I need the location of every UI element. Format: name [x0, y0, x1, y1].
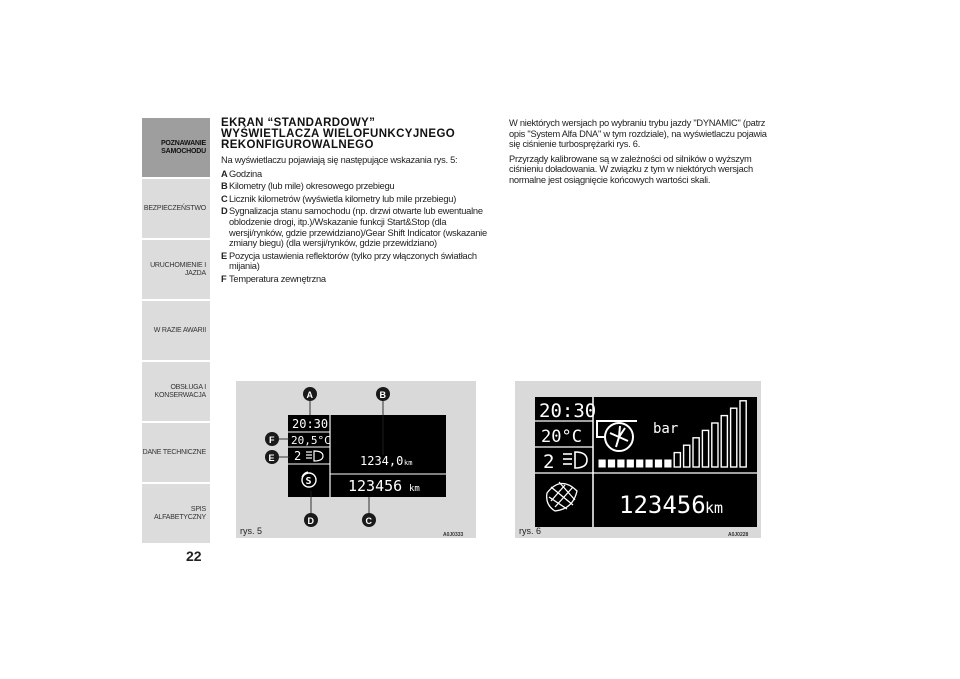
boost-segment	[618, 460, 624, 467]
svg-text:E: E	[268, 453, 275, 463]
figure-5-code: A0J0333	[443, 532, 464, 538]
legend-text: Kilometry (lub mile) okresowego przebiegu	[229, 181, 395, 192]
callout-d	[304, 513, 318, 527]
legend-text: Sygnalizacja stanu samochodu (np. drzwi otwarte lub ewentualne oblodzenie drogi, itp.)/Wskazanie funkcji Start&Stop (dla wersji/rynków, gdzie przewidziano)/Gear Shift Indicator (wskazanie zmiany biegu) (dla wersji/rynków, gdzie przewidziano)	[229, 206, 487, 249]
legend-text: Temperatura zewnętrzna	[229, 273, 326, 284]
legend-item	[221, 274, 496, 285]
left-column	[221, 118, 496, 287]
chapter-tabs	[142, 118, 210, 545]
lcd-headlight-level: 2	[294, 449, 302, 463]
boost-segment	[655, 460, 661, 467]
lcd-odometer: 123456	[619, 491, 706, 519]
lcd-trip-unit: km	[404, 459, 413, 467]
lcd-odometer-unit: km	[409, 484, 420, 494]
svg-text:A: A	[306, 390, 313, 400]
paragraph: W niektórych wersjach po wybraniu trybu jazdy "DYNAMIC" (patrz opis "System Alfa DNA" w tym rozdziale), na wyświetlaczu pojawia się ciśnienie turbosprężarki rys. 6.	[509, 118, 767, 150]
callout-a	[303, 387, 317, 401]
lcd-headlight-level: 2	[543, 451, 555, 473]
boost-segment	[637, 460, 643, 467]
tab-uruchomienie-i-jazda[interactable]: URUCHOMIENIE I JAZDA	[142, 240, 210, 299]
section-title-line: WYŚWIETLACZA WIELOFUNKCYJNEGO	[221, 128, 456, 140]
legend-letter: A	[221, 168, 228, 179]
figure-6	[515, 381, 761, 538]
legend-list	[221, 169, 496, 285]
legend-item	[221, 251, 496, 272]
status-symbol: S	[305, 476, 312, 487]
lcd-temperature: 20°C	[541, 427, 582, 447]
tab-obsluga-i-konserwacja[interactable]: OBSŁUGA I KONSERWACJA	[142, 362, 210, 421]
boost-segment	[646, 460, 652, 467]
paragraph: Przyrządy kalibrowane są w zależności od silników o wyższym ciśnieniu doładowania. W związku z tym w niektórych wersjach normalne jest osiągnięcie końcowych wartości skali.	[509, 153, 753, 185]
figure-6-illustration	[515, 381, 761, 538]
tab-dane-techniczne[interactable]: DANE TECHNICZNE	[142, 423, 210, 482]
svg-text:D: D	[307, 516, 314, 526]
legend-letter: F	[221, 273, 227, 284]
tab-poznawanie-samochodu[interactable]: POZNAWANIE SAMOCHODU	[142, 118, 210, 177]
lcd-time: 20:30	[539, 400, 597, 422]
legend-item	[221, 181, 496, 192]
lcd-odometer-unit: km	[705, 499, 724, 517]
figure-6-code: A0J0228	[728, 532, 749, 538]
callout-b	[376, 387, 390, 401]
figure-5	[236, 381, 476, 538]
legend-text: Godzina	[229, 168, 262, 179]
legend-item	[221, 169, 496, 180]
callout-c	[362, 513, 376, 527]
lcd-temperature: 20,5°C	[291, 434, 331, 447]
legend-item	[221, 206, 496, 248]
legend-letter: D	[221, 206, 228, 217]
svg-text:C: C	[365, 516, 372, 526]
legend-letter: E	[221, 250, 227, 261]
section-title-line: REKONFIGUROWALNEGO	[221, 139, 374, 151]
legend-letter: C	[221, 193, 228, 204]
callout-f	[265, 432, 279, 446]
figure-5-illustration	[236, 381, 476, 538]
section-title	[221, 118, 496, 151]
lcd-trip: 1234,0	[360, 454, 404, 468]
figure-6-caption: rys. 6	[519, 526, 542, 536]
intro-text: Na wyświetlaczu pojawiają się następujące wskazania rys. 5:	[221, 155, 458, 165]
legend-letter: B	[221, 181, 228, 192]
tab-bezpieczenstwo[interactable]: BEZPIECZEŃSTWO	[142, 179, 210, 238]
boost-segment	[627, 460, 633, 467]
tab-w-razie-awarii[interactable]: W RAZIE AWARII	[142, 301, 210, 360]
page-number: 22	[186, 548, 202, 564]
boost-segment	[599, 460, 605, 467]
legend-text: Pozycja ustawienia reflektorów (tylko przy włączonych światłach mijania)	[229, 250, 477, 272]
tab-spis-alfabetyczny[interactable]: SPIS ALFABETYCZNY	[142, 484, 210, 543]
boost-segment	[608, 460, 614, 467]
lcd-boost-unit: bar	[653, 421, 679, 437]
figure-5-caption: rys. 5	[240, 526, 263, 536]
svg-text:B: B	[379, 390, 386, 400]
legend-text: Licznik kilometrów (wyświetla kilometry lub mile przebiegu)	[229, 193, 457, 204]
right-column	[509, 118, 774, 190]
svg-text:F: F	[269, 435, 275, 445]
lcd-time: 20:30	[292, 417, 329, 431]
boost-segment	[665, 460, 671, 467]
legend-item	[221, 194, 496, 205]
lcd-odometer: 123456	[348, 477, 403, 495]
section-title-line: EKRAN “STANDARDOWY”	[221, 117, 376, 129]
callout-e	[265, 450, 279, 464]
